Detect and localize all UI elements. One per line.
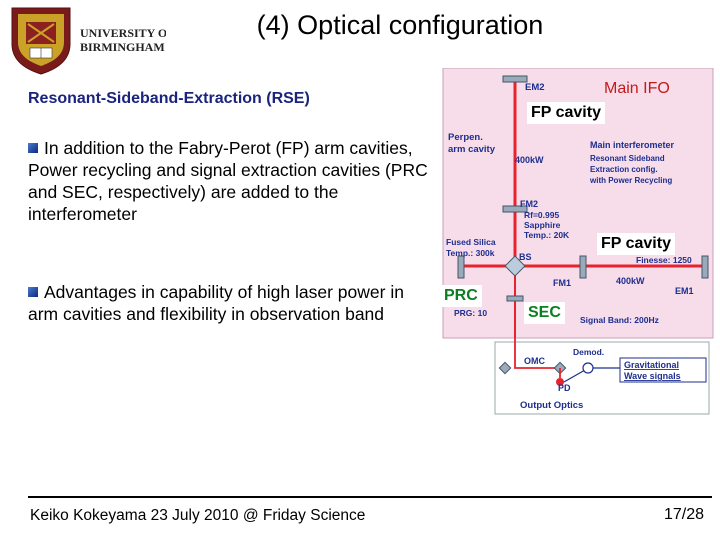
output-optics-label: Output Optics <box>520 400 584 411</box>
logo-text-line2: BIRMINGHAM <box>80 40 165 54</box>
rf-label: Rf=0.995 <box>524 210 560 220</box>
arm-cavity-label: arm cavity <box>448 144 496 155</box>
university-logo <box>6 4 166 76</box>
prc-callout: PRC <box>440 285 482 307</box>
bullet-square-icon <box>28 287 38 297</box>
perpen-label: Perpen. <box>448 132 483 143</box>
omc-label: OMC <box>524 356 545 366</box>
em2-mirror <box>503 76 527 82</box>
signal-band-label: Signal Band: 200Hz <box>580 315 659 325</box>
rse-line2: Extraction config. <box>590 165 658 174</box>
rse-line3: with Power Recycling <box>590 176 673 185</box>
em1-mirror <box>702 256 708 278</box>
pd-label: PD <box>558 383 571 393</box>
demod-label: Demod. <box>573 347 605 357</box>
footer-divider <box>28 496 712 498</box>
logo-text-line1: UNIVERSITY OF <box>80 26 166 40</box>
fm2-label: FM2 <box>520 199 538 209</box>
finesse-label: Finesse: 1250 <box>636 255 692 265</box>
page-number: 17/28 <box>664 506 705 523</box>
gw-line1: Gravitational <box>624 360 680 370</box>
slide-title: (4) Optical configuration <box>256 10 544 40</box>
fm1-mirror <box>580 256 586 278</box>
em1-label: EM1 <box>675 286 694 296</box>
bs-label: BS <box>519 252 532 262</box>
prg-label: PRG: 10 <box>454 308 488 318</box>
bullet-square-icon <box>28 143 38 153</box>
sapphire-label: Sapphire <box>524 220 561 230</box>
em2-label: EM2 <box>525 82 545 93</box>
main-interferometer-label: Main interferometer <box>590 140 675 150</box>
prm-mirror <box>458 256 464 278</box>
footer-text: Keiko Kokeyama 23 July 2010 @ Friday Science <box>30 507 366 524</box>
bullet-text: In addition to the Fabry-Perot (FP) arm cavities, Power recycling and signal extraction cavities (PRC and SEC, respectively) are added to the interferometer <box>28 138 428 224</box>
bullet-text: Advantages in capability of high laser power in arm cavities and flexibility in observation band <box>28 282 404 324</box>
power-right-label: 400kW <box>616 276 645 286</box>
rse-line1: Resonant Sideband <box>590 154 665 163</box>
crest-icon <box>12 8 70 74</box>
section-subtitle: Resonant-Sideband-Extraction (RSE) <box>28 90 310 107</box>
mixer-icon <box>583 363 593 373</box>
fused-silica-label: Fused Silica <box>446 237 496 247</box>
fm1-label: FM1 <box>553 278 571 288</box>
main-ifo-callout: Main IFO <box>604 80 670 97</box>
fp-cavity-callout-top: FP cavity <box>527 102 605 124</box>
temp300-label: Temp.: 300k <box>446 248 495 258</box>
bullet-item <box>28 137 428 225</box>
gw-line2: Wave signals <box>624 371 681 381</box>
temp20-label: Temp.: 20K <box>524 230 570 240</box>
fp-cavity-callout-right: FP cavity <box>597 233 675 255</box>
sec-callout: SEC <box>524 302 565 324</box>
srm-mirror <box>507 296 523 301</box>
power-top-label: 400kW <box>515 155 544 165</box>
bullet-item <box>28 281 428 325</box>
